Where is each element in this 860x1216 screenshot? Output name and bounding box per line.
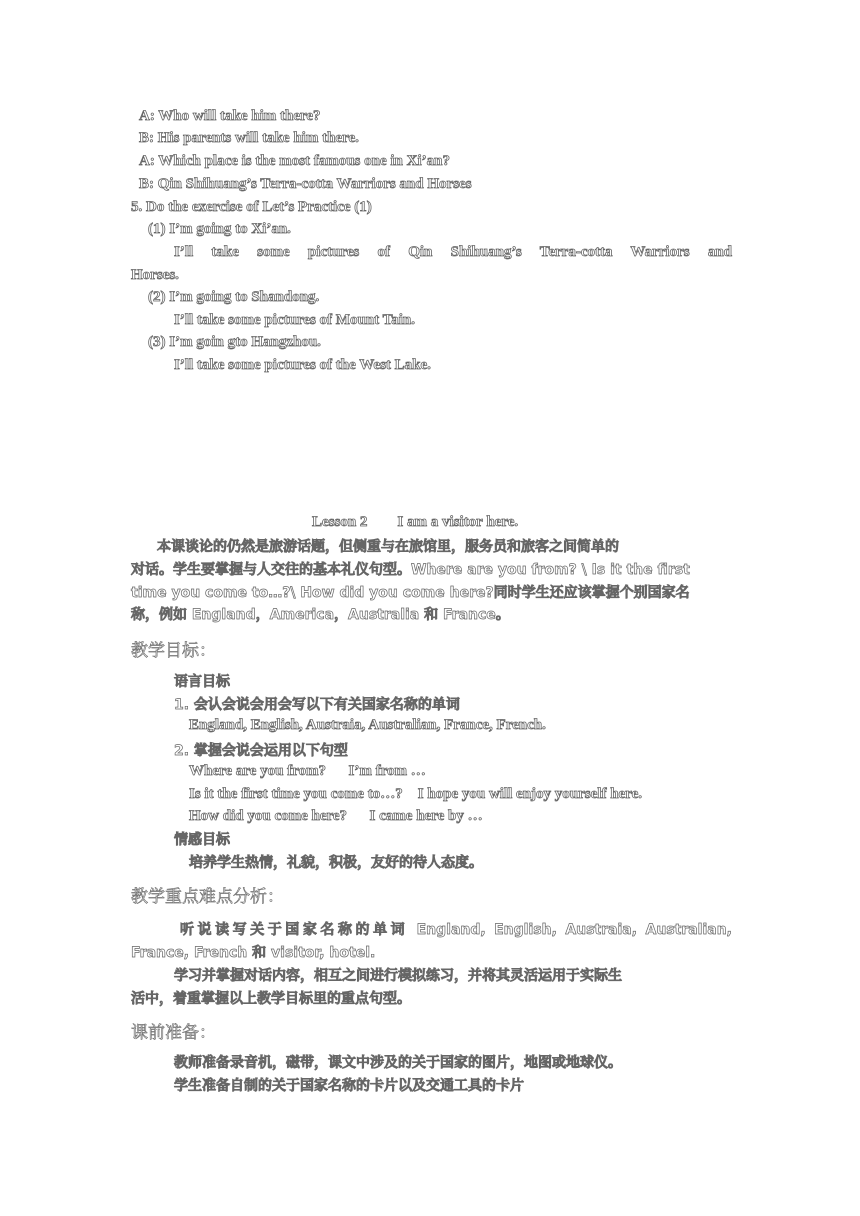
intro-line-2: 对话。学生要掌握与人交往的基本礼仪句型。Where are you from? \ Is it the first — [131, 562, 690, 578]
pattern-line-2: Is it the first time you come to…? I hope you will enjoy yourself here. — [189, 786, 643, 802]
key-points-para-2-cont: 活中，着重掌握以上教学目标里的重点句型。 — [131, 991, 411, 1007]
preparation-student: 学生准备自制的关于国家名称的卡片以及交通工具的卡片 — [174, 1078, 524, 1094]
emotion-objectives-heading: 情感目标 — [174, 832, 230, 848]
language-objectives-heading: 语言目标 — [174, 674, 230, 690]
preparation-teacher: 教师准备录音机，磁带，课文中涉及的关于国家的图片，地图或地球仪。 — [174, 1055, 622, 1071]
exercise-title: 5. Do the exercise of Let’s Practice (1) — [131, 199, 372, 215]
intro-line-4: 称，例如 England，America，Australia 和 France。 — [131, 607, 510, 623]
exercise-item-3-answer: I’ll take some pictures of the West Lake. — [174, 357, 431, 373]
objectives-heading: 教学目标： — [131, 641, 216, 661]
lesson-title: Lesson 2 I am a visitor here. — [312, 514, 519, 530]
exercise-item-2-answer: I’ll take some pictures of Mount Tain. — [174, 312, 415, 328]
dialogue-line-1: A: Who will take him there? — [139, 108, 321, 124]
exercise-item-1-answer: I’ll take some pictures of Qin Shihuang’s Terra-cotta Warriors and — [174, 244, 732, 260]
key-points-para-2: 学习并掌握对话内容，相互之间进行模拟练习，并将其灵活运用于实际生 — [174, 968, 622, 984]
emotion-objectives-text: 培养学生热情，礼貌，积极，友好的待人态度。 — [189, 855, 483, 871]
exercise-item-1-answer-cont: Horses. — [131, 267, 179, 283]
dialogue-line-4: B: Qin Shihuang’s Terra-cotta Warriors and Horses — [139, 176, 472, 192]
exercise-item-1-question: (1) I’m going to Xi’an. — [148, 221, 291, 237]
intro-line-1: 本课谈论的仍然是旅游话题，但侧重与在旅馆里，服务员和旅客之间简单的 — [157, 539, 619, 555]
pattern-line-1: Where are you from? I’m from … — [189, 763, 426, 779]
exercise-item-2-question: (2) I’m going to Shandong. — [148, 289, 320, 305]
intro-line-3: time you come to…?\ How did you come here?同时学生还应该掌握个别国家名 — [131, 585, 690, 601]
objective-item-1-words: England, English, Austraia, Australian, France, French. — [189, 717, 546, 733]
preparation-heading: 课前准备： — [131, 1023, 216, 1043]
key-points-para-1: 听说读写关于国家名称的单词 England, English, Austraia, Australian, — [180, 922, 732, 938]
objective-item-1: 1. 会认会说会用会写以下有关国家名称的单词 — [174, 697, 460, 713]
objective-item-2: 2. 掌握会说会运用以下句型 — [174, 743, 348, 759]
dialogue-line-3: A: Which place is the most famous one in Xi’an? — [139, 153, 450, 169]
pattern-line-3: How did you come here? I came here by … — [189, 808, 483, 824]
dialogue-line-2: B: His parents will take him there. — [139, 130, 359, 146]
key-points-heading: 教学重点难点分析： — [131, 887, 284, 907]
key-points-para-1-cont: France, French 和 visitor, hotel. — [131, 945, 376, 961]
exercise-item-3-question: (3) I’m goin gto Hangzhou. — [148, 334, 321, 350]
